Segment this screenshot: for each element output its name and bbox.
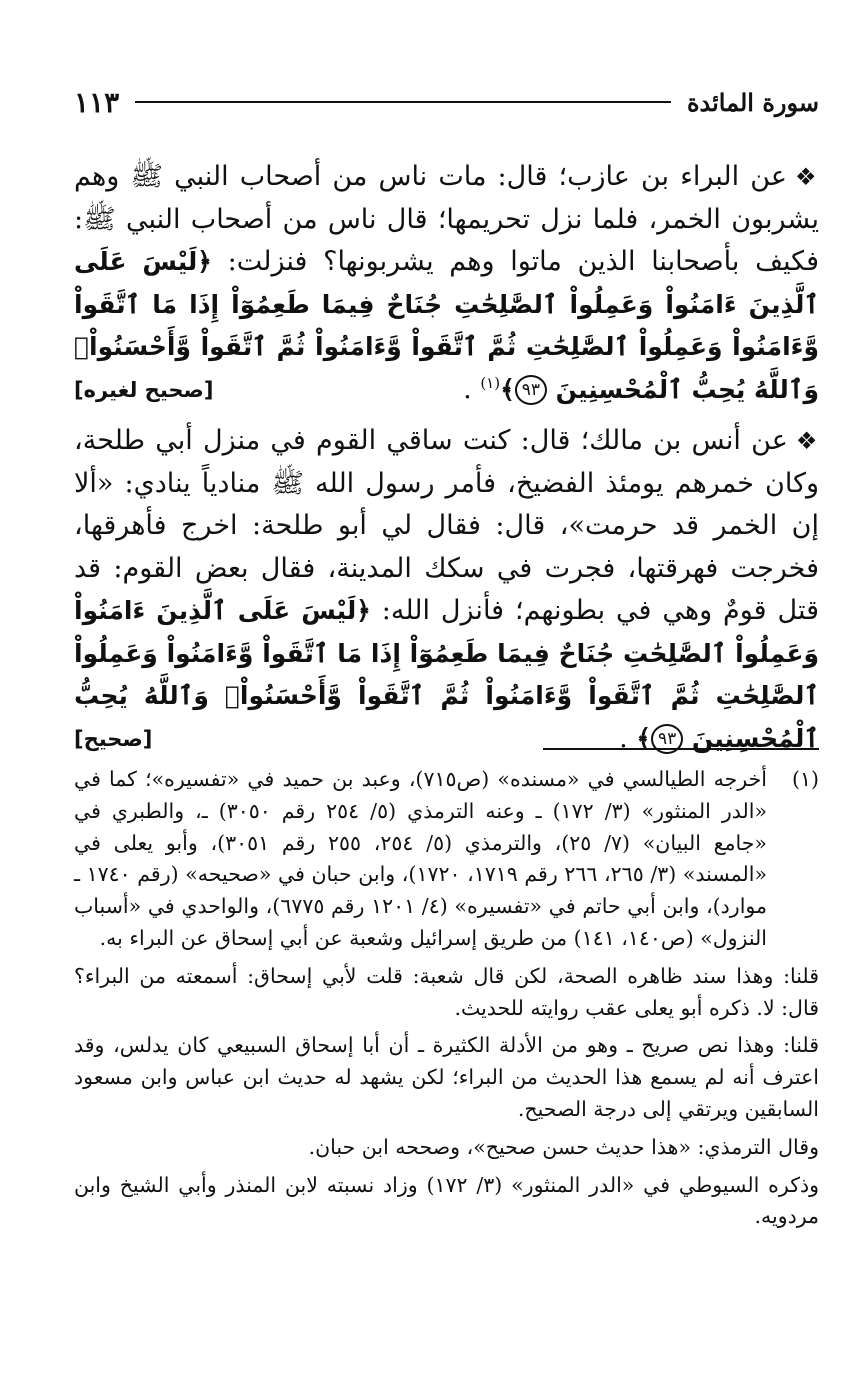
diamond-bullet-icon: ❖	[794, 163, 820, 191]
grading-label: [صحيح لغيره]	[74, 377, 214, 402]
quran-verse: ﴿لَيْسَ عَلَى ٱلَّذِينَ ءَامَنُواْ وَعَمِلُواْ ٱلصَّٰلِحَٰتِ جُنَاحٌ فِيمَا طَعِمُوٓاْ إِذَا مَا ٱتَّقَواْ وَّءَامَنُواْ وَعَمِلُواْ ٱلصَّٰلِحَٰتِ ثُمَّ ٱتَّقَواْ وَّءَامَنُواْ ثُمَّ ٱتَّقَواْ وَّأَحْسَنُواْۚ وَٱللَّهُ يُحِبُّ ٱلْمُحْسِنِينَ	[74, 596, 819, 753]
footnote-text: أخرجه الطيالسي في «مسنده» (ص٧١٥)، وعبد بن حميد في «تفسيره»؛ كما في «الدر المنثور» (٣/ ١٧٢) ـ وعنه الترمذي (٥/ ٢٥٤ رقم ٣٠٥٠) ـ، والطبري في «جامع البيان» (٧/ ٢٥)، والترمذي (٥/ ٢٥٤، ٢٥٥ رقم ٣٠٥١)، وأبو يعلى في «المسند» (٣/ ٢٦٥، ٢٦٦ رقم ١٧١٩، ١٧٢٠)، وابن حبان في «صحيحه» (رقم ١٧٤٠ ـ موارد)، وابن أبي حاتم في «تفسيره» (٤/ ١٢٠١ رقم ٦٧٧٥)، والواحدي في «أسباب النزول» (ص١٤٠، ١٤١) من طريق إسرائيل وشعبة عن أبي إسحاق عن البراء به.	[74, 767, 767, 950]
ayah-number-badge: ٩٣	[515, 375, 547, 405]
hadith-anas	[74, 420, 819, 760]
grading-label: [صحيح]	[74, 726, 153, 751]
diamond-bullet-icon: ❖	[795, 427, 819, 455]
footnote-separator	[543, 748, 819, 750]
footnotes	[74, 764, 819, 1239]
verse-close-bracket: ﴾	[636, 723, 651, 753]
sentence-end: .	[463, 373, 481, 405]
footnote-number: (١)	[791, 767, 819, 791]
hadith-al-bara	[74, 156, 819, 411]
footnote-paragraph: وقال الترمذي: «هذا حديث حسن صحيح»، وصححه ابن حبان.	[308, 1134, 819, 1159]
main-text	[74, 156, 819, 769]
footnote-paragraph: قلنا: وهذا سند ظاهره الصحة، لكن قال شعبة: قلت لأبي إسحاق: أسمعته من البراء؟ قال: لا. ذكره أبو يعلى عقب روايته للحديث.	[74, 963, 819, 1020]
footnote-item	[74, 764, 819, 955]
footnote-ref: (١)	[480, 373, 501, 392]
sentence-end: .	[619, 722, 637, 754]
page-header	[74, 82, 819, 122]
hadith-text: عن أنس بن مالك؛ قال: كنت ساقي القوم في منزل أبي طلحة، وكان خمرهم يومئذ الفضيخ، فأمر رسول الله ﷺ منادياً ينادي: «ألا إن الخمر قد حرمت»، قال: فقال لي أبو طلحة: اخرج فأهرقها، فخرجت فهرقتها، فجرت في سكك المدينة، فقال بعض القوم: قد قتل قومٌ وهي في بطونهم؛ فأنزل الله:	[74, 425, 819, 626]
footnote-paragraph: وذكره السيوطي في «الدر المنثور» (٣/ ١٧٢) وزاد نسبته لابن المنذر وأبي الشيخ وابن مردويه.	[74, 1172, 819, 1229]
quran-verse: ﴿لَيْسَ عَلَى ٱلَّذِينَ ءَامَنُواْ وَعَمِلُواْ ٱلصَّٰلِحَٰتِ جُنَاحٌ فِيمَا طَعِمُوٓاْ إِذَا مَا ٱتَّقَواْ وَّءَامَنُواْ وَعَمِلُواْ ٱلصَّٰلِحَٰتِ ثُمَّ ٱتَّقَواْ وَّءَامَنُواْ ثُمَّ ٱتَّقَواْ وَّأَحْسَنُواْۚ وَٱللَّهُ يُحِبُّ ٱلْمُحْسِنِينَ	[74, 247, 819, 404]
page-number: ١١٣	[74, 85, 120, 119]
verse-close-bracket: ﴾	[500, 374, 515, 404]
surah-title: سورة المائدة	[686, 87, 819, 117]
footnote-paragraph: قلنا: وهذا نص صريح ـ وهو من الأدلة الكثيرة ـ أن أبا إسحاق السبيعي كان يدلس، وقد اعترف أنه لم يسمع هذا الحديث من البراء؛ لكن يشهد له حديث ابن عباس وابن مسعود السابقين ويرتقي إلى درجة الصحيح.	[74, 1033, 819, 1121]
header-rule	[135, 101, 671, 103]
ayah-number-badge: ٩٣	[651, 724, 683, 754]
hadith-text: عن البراء بن عازب؛ قال: مات ناس من أصحاب النبي ﷺ وهم يشربون الخمر، فلما نزل تحريمها؛ قال ناس من أصحاب النبي ﷺ: فكيف بأصحابنا الذين ماتوا وهم يشربونها؟ فنزلت:	[74, 161, 820, 277]
